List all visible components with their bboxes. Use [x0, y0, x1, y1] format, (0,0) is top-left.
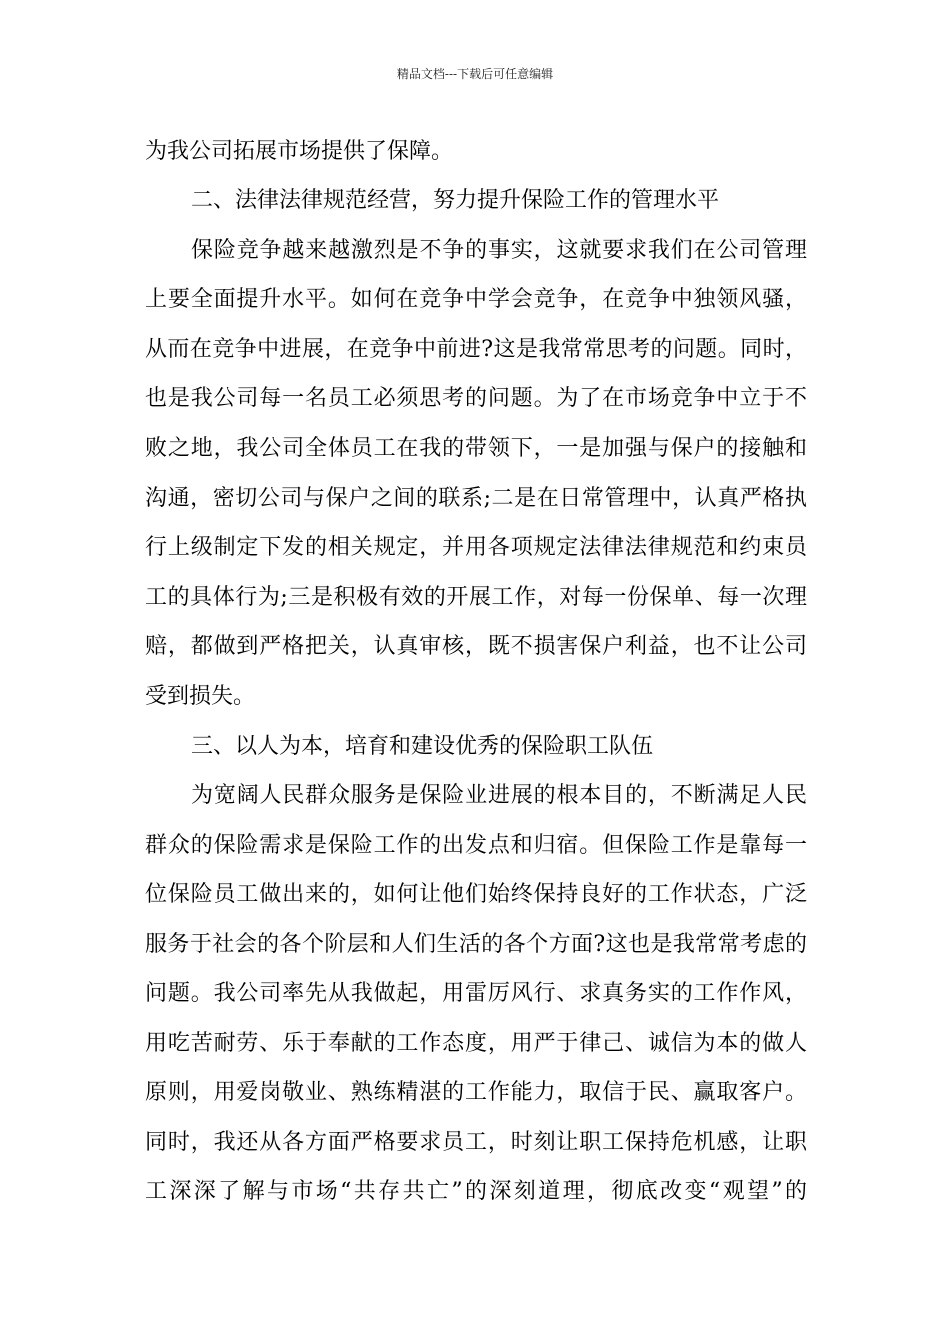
text-line: 为我公司拓展市场提供了保障。 [145, 139, 454, 164]
text-line: 也是我公司每一名员工必须思考的问题。为了在市场竞争中立于不 [145, 386, 807, 411]
text-line: 受到损失。 [145, 684, 256, 709]
text-line: 从而在竞争中进展，在竞争中前进?这是我常常思考的问题。同时， [145, 337, 807, 362]
text-line: 工的具体行为;三是积极有效的开展工作，对每一份保单、每一次理 [145, 585, 807, 610]
section-heading: 二、法律法律规范经营，努力提升保险工作的管理水平 [191, 188, 720, 213]
text-line: 工深深了解与市场“共存共亡”的深刻道理，彻底改变“观望”的 [145, 1179, 807, 1204]
text-line: 服务于社会的各个阶层和人们生活的各个方面?这也是我常常考虑的 [145, 932, 807, 957]
text-line: 用吃苦耐劳、乐于奉献的工作态度，用严于律己、诚信为本的做人 [145, 1031, 807, 1056]
text-line: 群众的保险需求是保险工作的出发点和归宿。但保险工作是靠每一 [145, 833, 807, 858]
text-line: 败之地，我公司全体员工在我的带领下，一是加强与保户的接触和 [145, 436, 807, 461]
text-line: 赔，都做到严格把关，认真审核，既不损害保户利益，也不让公司 [145, 634, 807, 659]
text-line: 保险竞争越来越激烈是不争的事实，这就要求我们在公司管理 [191, 238, 807, 263]
text-line: 同时，我还从各方面严格要求员工，时刻让职工保持危机感，让职 [145, 1130, 807, 1155]
text-line: 为宽阔人民群众服务是保险业进展的根本目的，不断满足人民 [191, 783, 807, 808]
text-line: 行上级制定下发的相关规定，并用各项规定法律法律规范和约束员 [145, 535, 807, 560]
text-line: 沟通，密切公司与保户之间的联系;二是在日常管理中，认真严格执 [145, 486, 807, 511]
text-line: 上要全面提升水平。如何在竞争中学会竞争，在竞争中独领风骚， [145, 287, 807, 312]
section-heading: 三、以人为本，培育和建设优秀的保险职工队伍 [191, 734, 654, 759]
text-line: 问题。我公司率先从我做起，用雷厉风行、求真务实的工作作风， [145, 981, 807, 1006]
text-line: 原则，用爱岗敬业、熟练精湛的工作能力，取信于民、赢取客户。 [145, 1080, 807, 1105]
page-header: 精品文档---下载后可任意编辑 [396, 67, 554, 81]
text-line: 位保险员工做出来的，如何让他们始终保持良好的工作状态，广泛 [145, 882, 807, 907]
